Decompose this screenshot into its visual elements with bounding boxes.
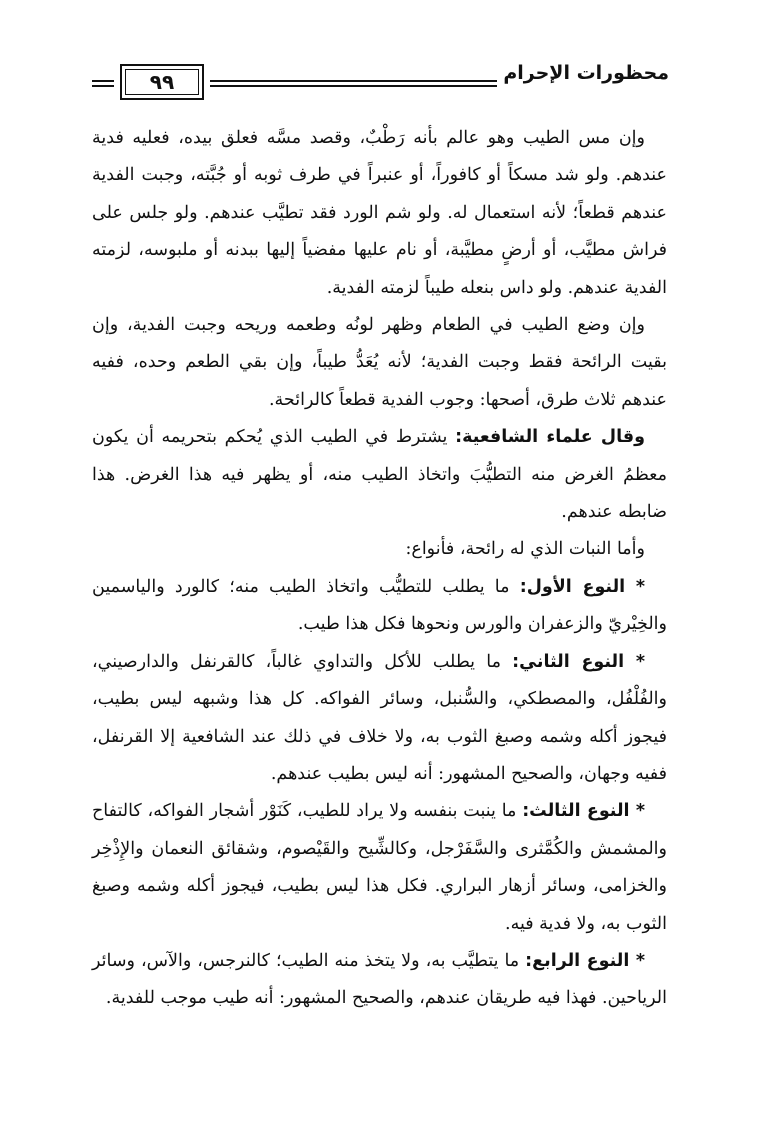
paragraph-label: * النوع الثاني: (512, 651, 645, 672)
page-number: ٩٩ (149, 70, 175, 94)
body-text (92, 120, 667, 1018)
page-header (92, 58, 669, 104)
paragraph-text: ما ينبت بنفسه ولا يراد للطيب، كَنَوْر أشجار الفواكه، كالتفاح والمشمش والكُمَّثرى والسَّفَرْجل، وكالشِّيح والقَيْصوم، وشقائق النعمان والإِذْخِر والخزامى، وسائر أزهار البراري. فكل هذا ليس بطيب، فيجوز أكله وشمه وصبغ الثوب به، ولا فدية فيه. (92, 801, 667, 934)
running-title: محظورات الإحرام (503, 62, 669, 84)
paragraph-text: وإن مس الطيب وهو عالم بأنه رَطْبٌ، وقصد مسَّه فعلق بيده، فعليه فدية عندهم. ولو شد مسكاً أو كافوراً، أو عنبراً في طرف ثوبه أو جُبَّته، وجبت الفدية عندهم قطعاً؛ لأنه استعمال له. ولو شم الورد فقد تطيَّب عندهم. ولو جلس على فراش مطيَّب، أو أرضٍ مطيَّبة، أو نام عليها مفضياً إليها ببدنه أو ملبوسه، لزمته الفدية عندهم. ولو داس بنعله طيباً لزمته الفدية. (92, 128, 667, 298)
header-rule-right (210, 80, 497, 87)
paragraph-shafii-view (92, 419, 667, 531)
paragraph-type-one (92, 569, 667, 644)
paragraph-text: ما يطلب للأكل والتداوي غالباً، كالقرنفل والدارصيني، والفُلْفُل، والمصطكي، والسُّنبل، وسائر الفواكه. كل هذا وشبهه ليس بطيب، فيجوز أكله وشمه وصبغ الثوب به، ولا خلاف في ذلك عند الشافعية إلا القرنفل، ففيه وجهان، والصحيح المشهور: أنه ليس بطيب عندهم. (92, 651, 667, 784)
paragraph-label: * النوع الأول: (519, 576, 645, 597)
paragraph-label: وقال علماء الشافعية: (455, 427, 645, 448)
paragraph-text: يشترط في الطيب الذي يُحكم بتحريمه أن يكون معظمُ الغرض منه التطيُّبَ واتخاذ الطيب منه، أو يظهر فيه هذا الغرض. هذا ضابطه عندهم. (92, 427, 667, 523)
paragraph-type-three (92, 793, 667, 943)
paragraph-label: * النوع الثالث: (522, 801, 645, 822)
paragraph-type-two (92, 644, 667, 794)
paragraph-perfume-touch (92, 120, 667, 307)
paragraph-text: وأما النبات الذي له رائحة، فأنواع: (405, 539, 645, 560)
paragraph-text: ما يتطيَّب به، ولا يتخذ منه الطيب؛ كالنرجس، والآس، وسائر الرياحين. فهذا فيه طريقان عندهم، والصحيح المشهور: أنه طيب موجب للفدية. (92, 950, 667, 1009)
paragraph-perfume-food (92, 307, 667, 419)
paragraph-plant-types-intro (92, 531, 667, 568)
paragraph-type-four (92, 943, 667, 1018)
header-rule-left (92, 80, 114, 87)
page-number-frame (120, 64, 204, 100)
paragraph-text: وإن وضع الطيب في الطعام وظهر لونُه وطعمه وريحه وجبت الفدية، وإن بقيت الرائحة فقط وجبت الفدية؛ لأنه يُعَدُّ طيباً، وإن بقي الطعم وحده، ففيه عندهم ثلاث طرق، أصحها: وجوب الفدية قطعاً كالرائحة. (92, 315, 667, 410)
paragraph-text: ما يطلب للتطيُّب واتخاذ الطيب منه؛ كالورد والياسمين والخِيْريّ والزعفران والورس ونحوها فكل هذا طيب. (92, 576, 667, 635)
paragraph-label: * النوع الرابع: (525, 950, 645, 971)
